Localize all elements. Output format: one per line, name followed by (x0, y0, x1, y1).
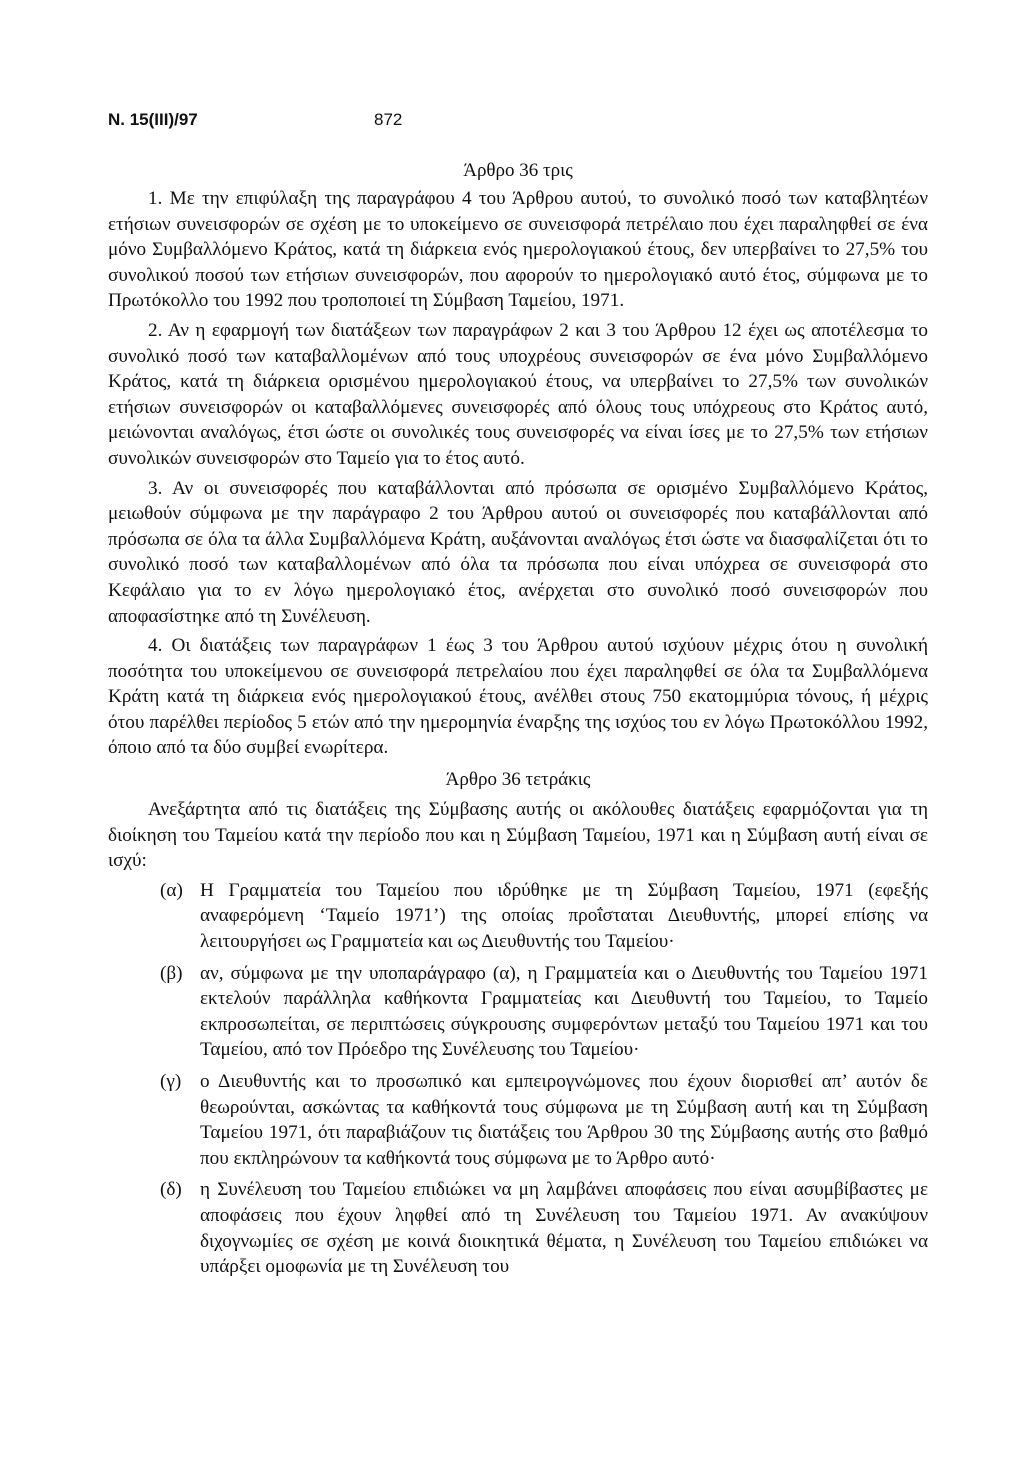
article-36-tetrakis-intro: Ανεξάρτητα από τις διατάξεις της Σύμβασης αυτής οι ακόλουθες διατάξεις εφαρμόζονται για τη διοίκηση του Ταμείου κατά την περίοδο που και η Σύμβαση Ταμείου, 1971 και η Σύμβαση αυτή είναι σε ισχύ: (108, 799, 928, 872)
subparagraph-text: η Συνέλευση του Ταμείου επιδιώκει να μη λαμβάνει αποφάσεις που είναι ασυμβίβαστες με αποφάσεις που έχουν ληφθεί από τη Συνέλευση του Ταμείου 1971. Αν ανακύψουν διχογνωμίες σε σχέση με κοινά διοικητικά θέματα, η Συνέλευση του Ταμείου επιδιώκει να υπάρξει ομοφωνία με τη Συνέλευση του (200, 1179, 928, 1278)
document-page (108, 110, 928, 1286)
subparagraph-a (108, 878, 928, 955)
article-36-tetrakis-title: Άρθρο 36 τετράκις (445, 769, 591, 791)
subparagraph-marker: (α) (160, 879, 183, 901)
article-36-tris-paragraph-4: 4. Οι διατάξεις των παραγράφων 1 έως 3 του Άρθρου αυτού ισχύουν μέχρις ότου η συνολική ποσότητα του υποκείμενου σε συνεισφορά πετρελαίου που έχει παραληφθεί σε όλα τα Συμβαλλόμενα Κράτη κατά τη διάρκεια ενός ημερολογιακού έτους, ανέλθει στους 750 εκατομμύρια τόνους, ή μέχρις ότου παρέλθει περίοδος 5 ετών από την ημερομηνία έναρξης της ισχύος του εν λόγω Πρωτοκόλλου 1992, όποιο από τα δύο συμβεί ενωρίτερα. (108, 635, 928, 759)
subparagraph-text: ο Διευθυντής και το προσωπικό και εμπειρογνώμονες που έχουν διορισθεί απ’ αυτόν δε θεωρούνται, ασκώντας τα καθήκοντά τους σύμφωνα με τη Σύμβαση αυτή και τη Σύμβαση Ταμείου 1971, ότι παραβιάζουν τις διατάξεις του Άρθρου 30 της Σύμβασης αυτής στο βαθμό που εκπληρώνουν τα καθήκοντά τους σύμφωνα με το Άρθρο αυτό· (200, 1071, 928, 1169)
article-36-tris-paragraph-3: 3. Αν οι συνεισφορές που καταβάλλονται από πρόσωπα σε ορισμένο Συμβαλλόμενο Κράτος, μειωθούν σύμφωνα με την παράγραφο 2 του Άρθρου αυτού οι συνεισφορές που καταβάλλονται από πρόσωπα σε όλα τα άλλα Συμβαλλόμενα Κράτη, αυξάνονται αναλόγως έτσι ώστε να διασφαλίζεται ότι το συνολικό ποσό των καταβαλλομένων από όλα τα πρόσωπα που είναι υπόχρεα σε συνεισφορά στο Κεφάλαιο για το εν λόγω ημερολογιακό έτος, ανέρχεται στο συνολικό ποσό συνεισφορών που αποφασίστηκε από τη Συνέλευση. (108, 477, 928, 627)
article-36-tris-paragraph-1: 1. Με την επιφύλαξη της παραγράφου 4 του Άρθρου αυτού, το συνολικό ποσό των καταβλητέων ετήσιων συνεισφορών σε σχέση με το υποκείμενο σε συνεισφορά πετρέλαιο που έχει παραληφθεί σε ένα μόνο Συμβαλλόμενο Κράτος, κατά τη διάρκεια ενός ημερολογιακού έτους, δεν υπερβαίνει το 27,5% του συνολικού ποσού των ετήσιων συνεισφορών, που αφορούν το ημερολογιακό αυτό έτος, σύμφωνα με το Πρωτόκολλο του 1992 που τροποποιεί τη Σύμβαση Ταμείου, 1971. (108, 188, 928, 312)
subparagraph-text: Η Γραμματεία του Ταμείου που ιδρύθηκε με τη Σύμβαση Ταμείου, 1971 (εφεξής αναφερόμενη ‘Ταμείο 1971’) της οποίας προΐσταται Διευθυντής, μπορεί επίσης να λειτουργήσει ως Γραμματεία και ως Διευθυντής του Ταμείου· (200, 879, 928, 953)
subparagraph-d (108, 1177, 928, 1279)
article-36-tris-title: Άρθρο 36 τρις (463, 160, 573, 181)
subparagraph-text: αν, σύμφωνα με την υποπαράγραφο (α), η Γραμματεία και ο Διευθυντής του Ταμείου 1971 εκτελούν παράλληλα καθήκοντα Γραμματείας και Διευθυντή του Ταμείου, το Ταμείο εκπροσωπείται, σε περιπτώσεις σύγκρουσης συμφερόντων μεταξύ του Ταμείου 1971 και του Ταμείου, από τον Πρόεδρο της Συνέλευσης του Ταμείου· (200, 962, 928, 1061)
subparagraph-marker: (β) (160, 962, 183, 984)
page-number: 872 (374, 110, 403, 129)
article-36-tris-paragraph-2: 2. Αν η εφαρμογή των διατάξεων των παραγράφων 2 και 3 του Άρθρου 12 έχει ως αποτέλεσμα το συνολικό ποσό των καταβαλλομένων από τους υποχρέους συνεισφορών σε ένα μόνο Συμβαλλόμενο Κράτος, κατά τη διάρκεια ορισμένου ημερολογιακού έτους, να υπερβαίνει το 27,5% των συνολικών ετήσιων συνεισφορών οι καταβαλλόμενες συνεισφορές από όλους τους υπόχρεους στο Κράτος αυτό, μειώνονται αναλόγως, έτσι ώστε οι συνολικές τους συνεισφορές να είναι ίσες με το 27,5% των ετήσιων συνολικών συνεισφορών στο Ταμείο για το έτος αυτό. (108, 319, 928, 469)
subparagraph-b (108, 961, 928, 1063)
subparagraph-marker: (δ) (160, 1179, 182, 1201)
subparagraph-marker: (γ) (160, 1071, 182, 1092)
subparagraph-c (108, 1069, 928, 1171)
law-reference: N. 15(III)/97 (108, 110, 198, 129)
page-header (108, 110, 928, 144)
